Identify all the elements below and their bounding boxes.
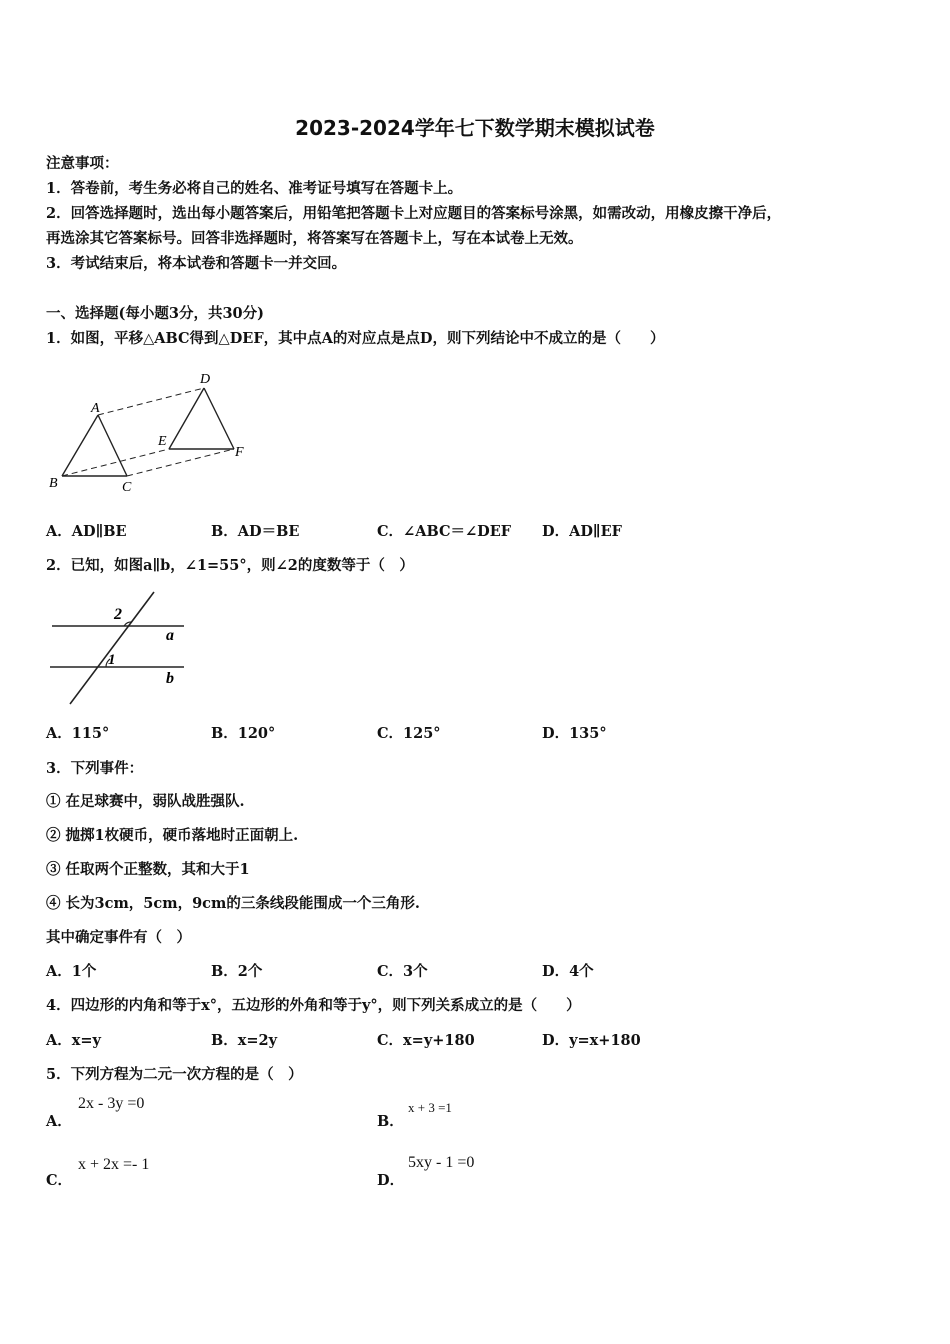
q3-event-4: ④ 长为3cm，5cm，9cm的三条线段能围成一个三角形.: [46, 895, 420, 912]
q4-option-a[interactable]: A．x=y: [46, 1032, 101, 1049]
q3-event-2: ② 抛掷1枚硬币，硬币落地时正面朝上.: [46, 827, 299, 844]
q1-translation-figure: [44, 368, 254, 496]
q5-formula-a: 2x - 3y =0: [78, 1095, 145, 1112]
q1-option-c[interactable]: C．∠ABC＝∠DEF: [377, 523, 512, 540]
notice-item-3: 3．考试结束后，将本试卷和答题卡一并交回。: [46, 255, 347, 272]
q2-label-2: 2: [114, 606, 122, 623]
q1-option-b[interactable]: B．AD＝BE: [211, 523, 300, 540]
q5-formula-c: x + 2x =- 1: [78, 1156, 150, 1173]
q3-option-a[interactable]: A．1个: [46, 963, 97, 980]
q1-label-d: D: [200, 372, 211, 387]
q1-label-b: B: [49, 476, 58, 491]
q2-label-1: 1: [108, 652, 116, 668]
q3-event-1: ① 在足球赛中，弱队战胜强队.: [46, 793, 245, 810]
q4-option-c[interactable]: C．x=y+180: [377, 1032, 475, 1049]
q5-formula-d: 5xy - 1 =0: [408, 1154, 475, 1171]
q1-label-f: F: [235, 445, 244, 460]
q1-option-a[interactable]: A．AD∥BE: [46, 523, 127, 540]
q5-formula-b: x + 3 =1: [408, 1100, 452, 1115]
q3-question: 其中确定事件有（ ）: [46, 929, 191, 946]
notice-item-2: 2．回答选择题时，选出每小题答案后，用铅笔把答题卡上对应题目的答案标号涂黑，如需改动，用橡皮擦干净后，: [46, 205, 782, 222]
q3-stem: 3．下列事件：: [46, 760, 144, 777]
q1-label-a: A: [91, 401, 100, 416]
q2-option-c[interactable]: C．125°: [377, 725, 441, 742]
q2-parallel-lines-figure: [44, 588, 189, 706]
q4-option-b[interactable]: B．x=2y: [211, 1032, 278, 1049]
notice-item-1: 1．答卷前，考生务必将自己的姓名、准考证号填写在答题卡上。: [46, 180, 463, 197]
notice-heading: 注意事项：: [46, 155, 119, 172]
q5-option-d[interactable]: D．: [377, 1172, 405, 1189]
section-heading: 一、选择题(每小题3分，共30分): [46, 305, 264, 322]
q5-option-a[interactable]: A．: [46, 1113, 72, 1130]
q2-option-b[interactable]: B．120°: [211, 725, 276, 742]
q2-label-a: a: [166, 627, 174, 644]
q1-stem: 1．如图，平移△ABC得到△DEF，其中点A的对应点是点D，则下列结论中不成立的是（ ）: [46, 330, 665, 347]
q4-stem: 4．四边形的内角和等于x°，五边形的外角和等于y°，则下列关系成立的是（ ）: [46, 997, 581, 1014]
q1-option-d[interactable]: D．AD∥EF: [542, 523, 622, 540]
page-title: 2023-2024学年七下数学期末模拟试卷: [295, 116, 655, 140]
q2-option-a[interactable]: A．115°: [46, 725, 110, 742]
notice-item-2-cont: 再选涂其它答案标号。回答非选择题时，将答案写在答题卡上，写在本试卷上无效。: [46, 230, 583, 247]
q5-option-b[interactable]: B．: [377, 1113, 404, 1130]
q1-label-e: E: [158, 434, 167, 449]
q1-label-c: C: [122, 480, 132, 495]
q3-option-b[interactable]: B．2个: [211, 963, 263, 980]
q4-option-d[interactable]: D．y=x+180: [542, 1032, 641, 1049]
q3-option-d[interactable]: D．4个: [542, 963, 594, 980]
q2-option-d[interactable]: D．135°: [542, 725, 607, 742]
q2-stem: 2．已知，如图a∥b，∠1=55°，则∠2的度数等于（ ）: [46, 557, 414, 574]
q5-stem: 5．下列方程为二元一次方程的是（ ）: [46, 1066, 303, 1083]
q5-option-c[interactable]: C．: [46, 1172, 73, 1189]
q3-option-c[interactable]: C．3个: [377, 963, 428, 980]
q3-event-3: ③ 任取两个正整数，其和大于1: [46, 861, 250, 878]
q2-label-b: b: [166, 670, 174, 687]
